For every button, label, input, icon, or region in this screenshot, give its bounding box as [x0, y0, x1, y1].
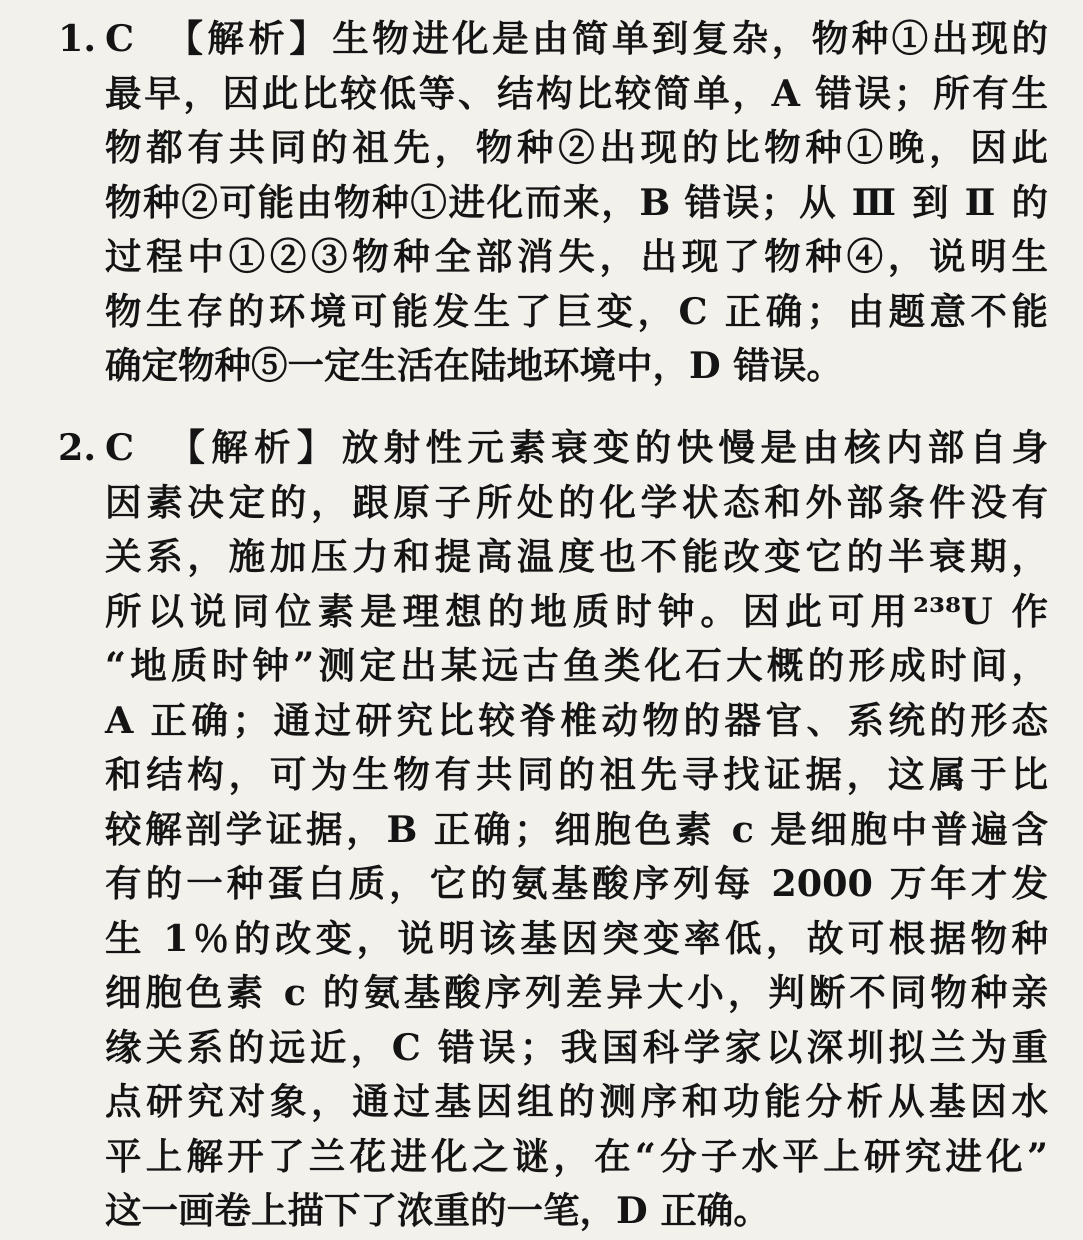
- answer-line: 因素决定的，跟原子所处的化学状态和外部条件没有: [105, 480, 1048, 524]
- answer-line: [58, 421, 1048, 476]
- answer-choice: C: [105, 426, 135, 469]
- answer-line: 最早，因此比较低等、结构比较简单，A 错误；所有生: [105, 71, 1048, 115]
- answer-1: [58, 12, 1048, 394]
- answer-line: “地质时钟”测定出某远古鱼类化石大概的形成时间，: [105, 644, 1048, 687]
- answer-line: 细胞色素 c 的氨基酸序列差异大小，判断不同物种亲: [105, 971, 1048, 1014]
- answer-line: 和结构，可为生物有共同的祖先寻找证据，这属于比: [105, 753, 1048, 796]
- answer-line: [58, 12, 1048, 67]
- answer-line: 平上解开了兰花进化之谜，在“分子水平上研究进化”: [105, 1134, 1048, 1178]
- answer-line: 较解剖学证据，B 正确；细胞色素 c 是细胞中普遍含: [105, 807, 1048, 851]
- analysis-tag: 【解析】: [163, 426, 340, 469]
- answer-line: 过程中①②③物种全部消失，出现了物种④，说明生: [105, 235, 1048, 278]
- answer-line: 缘关系的远近，C 错误；我国科学家以深圳拟兰为重: [105, 1025, 1048, 1069]
- answer-line: 物生存的环境可能发生了巨变，C 正确；由题意不能: [105, 289, 1048, 333]
- answer-line: 有的一种蛋白质，它的氨基酸序列每 2000 万年才发: [105, 862, 1048, 905]
- answer-line: 确定物种⑤一定生活在陆地环境中，D 错误。: [105, 344, 843, 387]
- analysis-tag: 【解析】: [163, 17, 331, 60]
- answer-line: 所以说同位素是理想的地质时钟。因此可用²³⁸U 作: [105, 589, 1048, 633]
- answer-line: 生 1％的改变，说明该基因突变率低，故可根据物种: [105, 916, 1048, 960]
- answer-2: [58, 421, 1048, 1239]
- analysis-text: 生物进化是由简单到复杂，物种①出现的: [332, 17, 1049, 60]
- answer-line: 点研究对象，通过基因组的测序和功能分析从基因水: [105, 1080, 1048, 1123]
- question-number: 1.: [58, 17, 97, 60]
- answer-line: 物种②可能由物种①进化而来，B 错误；从 Ⅲ 到 Ⅱ 的: [105, 180, 1048, 224]
- analysis-text: 放射性元素衰变的快慢是由核内部自身: [341, 426, 1049, 469]
- answer-line: 关系，施加压力和提高温度也不能改变它的半衰期，: [105, 535, 1048, 578]
- question-number: 2.: [58, 426, 97, 469]
- answer-line: 物都有共同的祖先，物种②出现的比物种①晚，因此: [105, 126, 1048, 169]
- answer-choice: C: [105, 17, 135, 60]
- answer-line: 这一画卷上描下了浓重的一笔，D 正确。: [105, 1189, 770, 1232]
- answer-line: A 正确；通过研究比较脊椎动物的器官、系统的形态: [105, 698, 1048, 742]
